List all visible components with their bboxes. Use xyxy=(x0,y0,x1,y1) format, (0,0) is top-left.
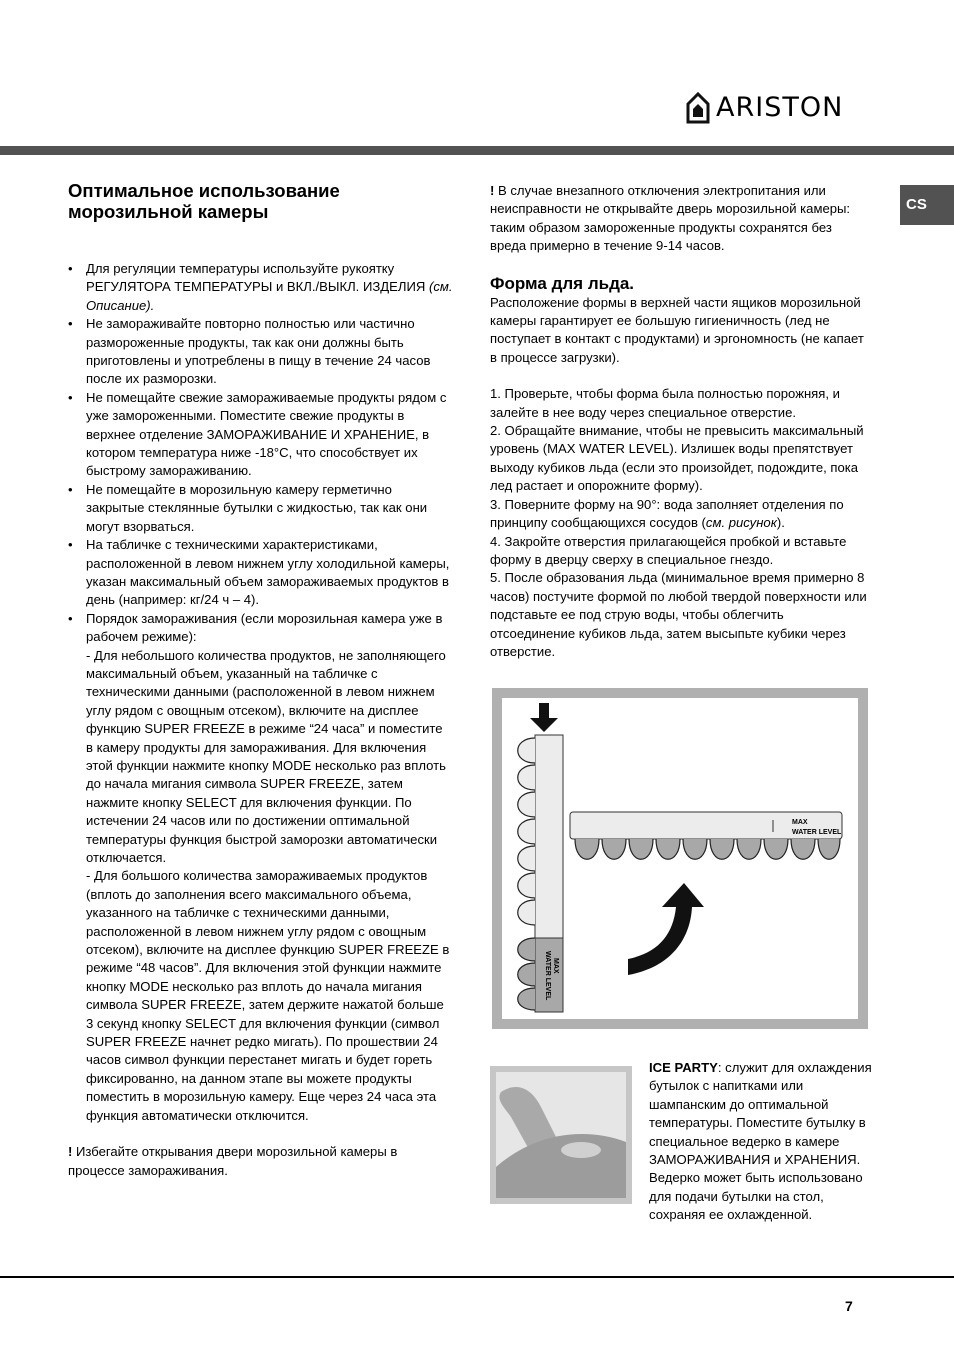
rotate-arrow-icon xyxy=(628,883,704,975)
list-item: • Не замораживайте повторно полностью или частично размороженные продукты, так как они должны быть приготовлены и употреблены в пищу в течение 24 часов после их разморозки. xyxy=(68,315,453,389)
header-divider-bar xyxy=(0,146,954,155)
brand-name: ARISTON xyxy=(716,92,844,123)
step-1: 1. Проверьте, чтобы форма была полностью порожняя, и залейте в нее воду через специальное отверстие. xyxy=(490,386,840,420)
svg-text:MAX: MAX xyxy=(552,958,559,974)
right-column xyxy=(490,182,870,661)
ice-party-photo xyxy=(490,1066,632,1204)
step-3: 3. Поверните форму на 90°: вода заполняет отделения по принципу сообщающихся сосудов (см. рисунок). xyxy=(490,496,844,531)
ice-tray-diagram xyxy=(502,698,858,1019)
list-item: • Не помещайте в морозильную камеру герметично закрытые стеклянные бутылки с жидкостью, так как они могут взорваться. xyxy=(68,481,453,536)
house-logo-icon xyxy=(686,92,710,124)
list-item: • Порядок замораживания (если морозильная камера уже в рабочем режиме): - Для небольшого количества продуктов, не заполняющего максимальный объем, указанный на табличке с техническими данными (расположенной в левом нижнем углу рядом с овощным отсеком), включите на дисплее функцию SUPER FREEZE в режиме “24 часа” и поместите в камеру продукты для замораживания. Для включения этой функции нажмите кнопку MODE несколько раз вплоть до начала мигания символа SUPER FREEZE, затем нажмите кнопку SELECT для включения функции. По истечении 24 часов или по достижении оптимальной температуры функция быстрой заморозки автоматически отключается. - Для большого количества замораживаемых продуктов (вплоть до заполнения всего максимального объема, указанного на табличке с техническими данными, расположенной в левом нижнем углу рядом с овощным отсеком), включите на дисплее функцию SUPER FREEZE в режиме “48 часов”. Для включения этой функции нажмите кнопку MODE несколько раз вплоть до начала мигания символа SUPER FREEZE, затем держите нажатой больше 3 секунд кнопку SELECT для включения функции (символ SUPER FREEZE начнет редко мигать). По прошествии 24 часов символ функции перестанет мигать и будет гореть фиксированно, на данном этапе вы можете продукты поместить в морозильную камеру. Еще через 24 часа эта функция автоматически отключится. xyxy=(68,610,453,1125)
list-item: • На табличке с техническими характеристиками, расположенной в левом нижнем углу холодильной камеры, указан максимальный объем замораживаемых продуктов в день (например: кг/24 ч – 4). xyxy=(68,536,453,610)
small-quantity-instructions: - Для небольшого количества продуктов, не заполняющего максимальный объем, указанный на табличке с техническими данными (расположенной в левом нижнем углу рядом с овощным отсеком), включите на дисплее функцию SUPER FREEZE в режиме “24 часа” и поместите в камеру продукты для замораживания. Для включения этой функции нажмите кнопку MODE несколько раз вплоть до начала мигания символа SUPER FREEZE, затем нажмите кнопку SELECT для включения функции. По истечении 24 часов или по достижении оптимальной температуры функция быстрой заморозки автоматически отключается. xyxy=(86,647,446,865)
footer-divider xyxy=(0,1276,954,1278)
warning-icon: ! xyxy=(68,1144,73,1160)
ice-tray-steps xyxy=(490,385,870,661)
svg-text:WATER LEVEL: WATER LEVEL xyxy=(544,951,551,1001)
left-column xyxy=(68,180,453,1180)
large-quantity-instructions: - Для большого количества замораживаемых продуктов (вплоть до заполнения всего максимального объема, указанного на табличке с техническими данными, расположенной в левом нижнем углу рядом с овощным отсеком), включите на дисплее функцию SUPER FREEZE в режиме “48 часов”. Для включения этой функции нажмите кнопку MODE несколько раз вплоть до начала мигания символа SUPER FREEZE, затем держите нажатой больше 3 секунд кнопку SELECT для включения функции (символ SUPER FREEZE начнет редко мигать). По прошествии 24 часов символ функции перестанет мигать и будет гореть фиксированно, на данном этапе вы можете продукты поместить в морозильную камеру. Еще через 24 часа эта функция автоматически отключится. xyxy=(86,868,450,1123)
list-item: • Не помещайте свежие замораживаемые продукты рядом с уже замороженными. Поместите свежие продукты в верхнее отделение ЗАМОРАЖИВАНИЕ И ХРАНЕНИЕ, в котором температура ниже -18°C, что способствует их быстрому замораживанию. xyxy=(68,389,453,481)
ice-party-title: ICE PARTY xyxy=(649,1060,718,1075)
list-item: • Для регуляции температуры используйте рукоятку РЕГУЛЯТОРА ТЕМПЕРАТУРЫ и ВКЛ./ВЫКЛ. ИЗДЕЛИЯ (см. Описание). xyxy=(68,260,453,315)
down-arrow-icon xyxy=(530,703,558,732)
step-5: 5. После образования льда (минимальное время примерно 8 часов) постучите формой по любой твердой поверхности или подставьте ее под струю воды, чтобы облегчить отсоединение кубиков льда, затем высыпьте кубики через отверстие. xyxy=(490,570,867,659)
warning-note: ! Избегайте открывания двери морозильной камеры в процессе замораживания. xyxy=(68,1144,398,1178)
ice-tray-figure xyxy=(492,688,868,1029)
page-number: 7 xyxy=(845,1298,853,1314)
section-title: Оптимальное использование морозильной камеры xyxy=(68,180,340,222)
freezer-tips-list xyxy=(68,260,453,1125)
power-failure-warning: ! В случае внезапного отключения электропитания или неисправности не открывайте дверь морозильной камеры: таким образом замороженные продукты сохранятся без вреда примерно в течение 9-14 часов. xyxy=(490,183,851,254)
step-2: 2. Обращайте внимание, чтобы не превысить максимальный уровень (MAX WATER LEVEL). Излишек воды препятствует выходу кубиков льда (если это произойдет, подождите, пока лед растает и опорожните форму). xyxy=(490,423,864,494)
step-4: 4. Закройте отверстия прилагающейся пробкой и вставьте форму в дверцу сверху в специальное гнездо. xyxy=(490,533,847,567)
ariston-logo xyxy=(686,92,843,124)
language-tab: CS xyxy=(900,185,954,225)
svg-text:MAX: MAX xyxy=(792,819,808,826)
ice-party-description: ICE PARTY: служит для охлаждения бутылок с напитками или шампанским до оптимальной температуры. Поместите бутылку в специальное ведерко в камере ЗАМОРАЖИВАНИЯ и ХРАНЕНИЯ. Ведерко может быть использовано для подачи бутылки на стол, сохраняя ее охлажденной. xyxy=(649,1060,872,1223)
ice-tray-intro: Расположение формы в верхней части ящиков морозильной камеры гарантирует ее большую гигиеничность (лед не поступает в контакт с продуктами) и эргономность (не капает в процессе загрузки). xyxy=(490,294,864,365)
champagne-bottle-image xyxy=(496,1072,626,1198)
warning-icon: ! xyxy=(490,183,495,198)
svg-text:WATER LEVEL: WATER LEVEL xyxy=(792,829,842,836)
ice-tray-title: Форма для льда. xyxy=(490,273,635,293)
